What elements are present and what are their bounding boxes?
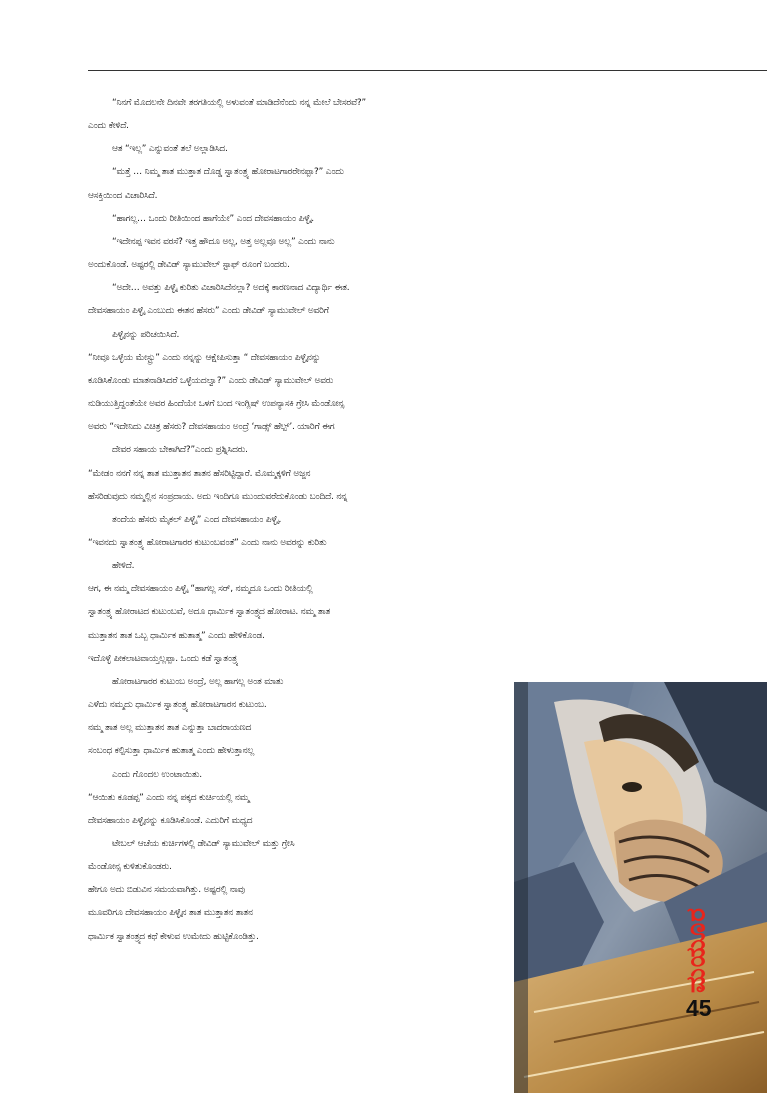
illustration [514, 682, 767, 1093]
text-line: ಸಂಬಂಧ ಕಲ್ಪಿಸುತ್ತಾ ಧಾರ್ಮಿಕ ಹುತಾತ್ಮ ಎಂದು ಹೇಳುತ್ತಾನಲ್ಲ [88, 746, 255, 757]
text-line: ನುಡಿಯುತ್ತಿದ್ದಂತೆಯೇ ಅವರ ಹಿಂದೆಯೇ ಒಳಗೆ ಬಂದ ಇಂಗ್ಲಿಷ್ ಉಪನ್ಯಾಸಕಿ ಗ್ರೇಸಿ ಮೆಂಡೋನ್ಸ [88, 399, 345, 410]
text-line: ಆತ “ಇಲ್ಲ” ಎನ್ನುವಂತೆ ತಲೆ ಅಲ್ಲಾಡಿಸಿದ. [112, 144, 228, 155]
text-line: ಇದೊಳ್ಳೆ ಪೀಕಲಾಟವಾಯ್ತಲ್ಲಪ್ಪಾ. ಒಂದು ಕಡೆ ಸ್ವಾತಂತ್ರ್ಯ [88, 653, 239, 664]
text-line: ದೇವಸಹಾಯಂ ಪಿಳ್ಳೈ ಎಂಬುದು ಈತನ ಹೆಸರು” ಎಂದು ಡೇವಿಡ್ ಸ್ಯಾಮುವೇಲ್ ಅವರಿಗೆ [88, 306, 329, 317]
top-rule [88, 70, 767, 71]
text-line: ದೇವಸಹಾಯಂ ಪಿಳ್ಳೈನನ್ನು ಕೂಡಿಸಿಕೊಂಡೆ. ಎದುರಿಗೆ ಮಧ್ಯದ [88, 815, 253, 826]
text-line: ಮೂವರಿಗೂ ದೇವಸಹಾಯಂ ಪಿಳ್ಳೈನ ತಾತ ಮುತ್ತಾತನ ತಾತನ [88, 908, 253, 919]
page-number: 45 [686, 995, 712, 1021]
text-line: ಆಸಕ್ತಿಯಿಂದ ವಿಚಾರಿಸಿದೆ. [88, 190, 158, 201]
text-line: ಪಿಳ್ಳೈನನ್ನು ಪರಿಚಯಿಸಿದೆ. [112, 329, 180, 340]
text-line: “ನೀವೂ ಒಳ್ಳೆಯ ಮೇಸ್ಟ್ರು” ಎಂದು ನನ್ನನ್ನು ಆಕ್ಷೇಪಿಸುತ್ತಾ “ ದೇವಸಹಾಯಂ ಪಿಳ್ಳೈನನ್ನು [88, 352, 321, 363]
text-line: ದೇವರ ಸಹಾಯ ಬೇಕಾಗಿದೆ?”ಎಂದು ಪ್ರಶ್ನಿಸಿದರು. [112, 445, 248, 456]
text-line: ಧಾರ್ಮಿಕ ಸ್ವಾತಂತ್ರ್ಯದ ಕಥೆ ಕೇಳುವ ಉಮೇದು ಹುಟ್ಟಿಕೊಂಡಿತ್ತು. [88, 931, 259, 942]
text-line: ಟೇಬಲ್ ಆಚೆಯ ಕುರ್ಚಿಗಳಲ್ಲಿ ಡೇವಿಡ್ ಸ್ಯಾಮುವೇಲ್ ಮತ್ತು ಗ್ರೇಸಿ [112, 839, 295, 849]
text-line: “ಮತ್ತೆ … ನಿಮ್ಮ ತಾತ ಮುತ್ತಾತ ದೊಡ್ಡ ಸ್ವಾತಂತ್ರ್ಯ ಹೋರಾಟಗಾರರೇನಪ್ಪಾ?” ಎಂದು [112, 167, 344, 178]
text-line: ಹೋರಾಟಗಾರರ ಕುಟುಂಬ ಅಂದ್ರೆ, ಅಲ್ಲ ಹಾಗಲ್ಲ ಅಂತ ಮಾತು [112, 676, 284, 687]
text-line: “ಆಯಿತು ಕೂಡಪ್ಪ” ಎಂದು ನನ್ನ ಪಕ್ಕದ ಕುರ್ಚಿಯಲ್ಲಿ ನಮ್ಮ [88, 792, 250, 803]
text-line: “ನಿನಗೆ ಮೊದಲನೇ ದಿನವೇ ತರಗತಿಯಲ್ಲಿ ಅಳುವಂತೆ ಮಾಡಿದೆನೆಂದು ನನ್ನ ಮೇಲೆ ಬೇಸರವೆ?” [112, 98, 366, 108]
text-line: ಅವರು “ಇದೇನಿದು ವಿಚಿತ್ರ ಹೆಸರು? ದೇವಸಹಾಯಂ ಅಂದ್ರೆ ‘ಗಾಡ್ಸ್ ಹೆಲ್ಪ್’. ಯಾರಿಗೆ ಈಗ [88, 422, 335, 433]
text-line: “ಹಾಗಲ್ಲ… ಒಂದು ರೀತಿಯಿಂದ ಹಾಗೆಯೇ” ಎಂದ ದೇವಸಹಾಯಂ ಪಿಳ್ಳೈ. [112, 213, 314, 224]
text-line: ಹೇಳಿದೆ. [112, 561, 135, 572]
text-line: ಎಂದು ಗೊಂದಲ ಉಂಟಾಯಿತು. [112, 769, 202, 780]
brand-vertical [677, 902, 717, 997]
brand-logo: ಮಯೂರ [681, 906, 712, 993]
text-line: “ಅದೇ… ಅವತ್ತು ಪಿಳ್ಳೈ ಕುರಿತು ವಿಚಾರಿಸಿದೆನಲ್ಲಾ? ಅದಕ್ಕೆ ಕಾರಣನಾದ ವಿದ್ಯಾರ್ಥಿ ಈತ. [112, 283, 350, 294]
text-line: ಮೆಂಡೋನ್ಸ ಕುಳಿತುಕೊಂಡರು. [88, 862, 172, 873]
text-line: ತಂದೆಯ ಹೆಸರು ಮೈಕಲ್ ಪಿಳ್ಳೈ” ಎಂದ ದೇವಸಹಾಯಂ ಪಿಳ್ಳೈ. [112, 514, 282, 525]
text-line: ಸ್ವಾತಂತ್ರ್ಯ ಹೋರಾಟದ ಕುಟುಂಬವೆ, ಅದೂ ಧಾರ್ಮಿಕ ಸ್ವಾತಂತ್ರ್ಯದ ಹೋರಾಟ. ನಮ್ಮ ತಾತ [88, 607, 331, 618]
text-line: ಮುತ್ತಾತನ ತಾತ ಒಬ್ಬ ಧಾರ್ಮಿಕ ಹುತಾತ್ಮ” ಎಂದು ಹೇಳಿಕೊಂಡ. [88, 630, 265, 641]
text-line: “ಮೇಡಂ ನನಗೆ ನನ್ನ ತಾತ ಮುತ್ತಾತನ ತಾತನ ಹೆಸರಿಟ್ಟಿದ್ದಾರೆ. ಮೊಮ್ಮಕ್ಕಳಿಗೆ ಅಜ್ಜನ [88, 468, 311, 479]
text-line: “ಇವನದು ಸ್ವಾತಂತ್ರ್ಯ ಹೋರಾಟಗಾರರ ಕುಟುಂಬವಂತೆ” ಎಂದು ನಾನು ಅವರನ್ನು ಕುರಿತು [88, 537, 327, 548]
text-line: ಎಂದು ಕೇಳಿದೆ. [88, 121, 129, 132]
text-line: ಹೇಗೂ ಅದು ಬಿಡುವಿನ ಸಮಯವಾಗಿತ್ತು. ಅಷ್ಟರಲ್ಲಿ ನಾವು [88, 885, 245, 896]
text-line: ನಮ್ಮ ತಾತ ಅಲ್ಲ ಮುತ್ತಾತನ ತಾತ ಎನ್ನುತ್ತಾ ಬಾದರಾಯಣದ [88, 723, 252, 734]
text-line: ಕೂಡಿಸಿಕೊಂಡು ಮಾತನಾಡಿಸಿದರೆ ಒಳ್ಳೆಯದಲ್ವಾ?” ಎಂದು ಡೇವಿಡ್ ಸ್ಯಾಮುವೇಲ್ ಅವರು [88, 375, 334, 386]
text-line: ಆಗ, ಈ ನಮ್ಮ ದೇವಸಹಾಯಂ ಪಿಳ್ಳೈ “ಹಾಗಲ್ಲ ಸರ್, ನಮ್ಮದೂ ಒಂದು ರೀತಿಯಲ್ಲಿ [88, 584, 313, 595]
text-line: ಹೆಸರಿಡುವುದು ನಮ್ಮಲ್ಲಿನ ಸಂಪ್ರದಾಯ. ಅದು ಇಂದಿಗೂ ಮುಂದುವರೆದುಕೊಂಡು ಬಂದಿದೆ. ನನ್ನ [88, 491, 348, 502]
text-line: ಎಳೆದು ನಮ್ಮದು ಧಾರ್ಮಿಕ ಸ್ವಾತಂತ್ರ್ಯ ಹೋರಾಟಗಾರನ ಕುಟುಂಬ. [88, 700, 267, 711]
text-line: ಅಂದುಕೊಂಡೆ. ಅಷ್ಟರಲ್ಲಿ ಡೇವಿಡ್ ಸ್ಯಾಮುವೇಲ್ ಸ್ಟಾಫ್ ರೂಂಗೆ ಬಂದರು. [88, 260, 290, 271]
text-line: “ಇದೇನಪ್ಪ ಇವನ ವರಸೆ? ಇತ್ತ ಹೌದೂ ಅಲ್ಲ, ಅತ್ತ ಅಲ್ಲವೂ ಅಲ್ಲ” ಎಂದು ನಾನು [112, 236, 335, 247]
